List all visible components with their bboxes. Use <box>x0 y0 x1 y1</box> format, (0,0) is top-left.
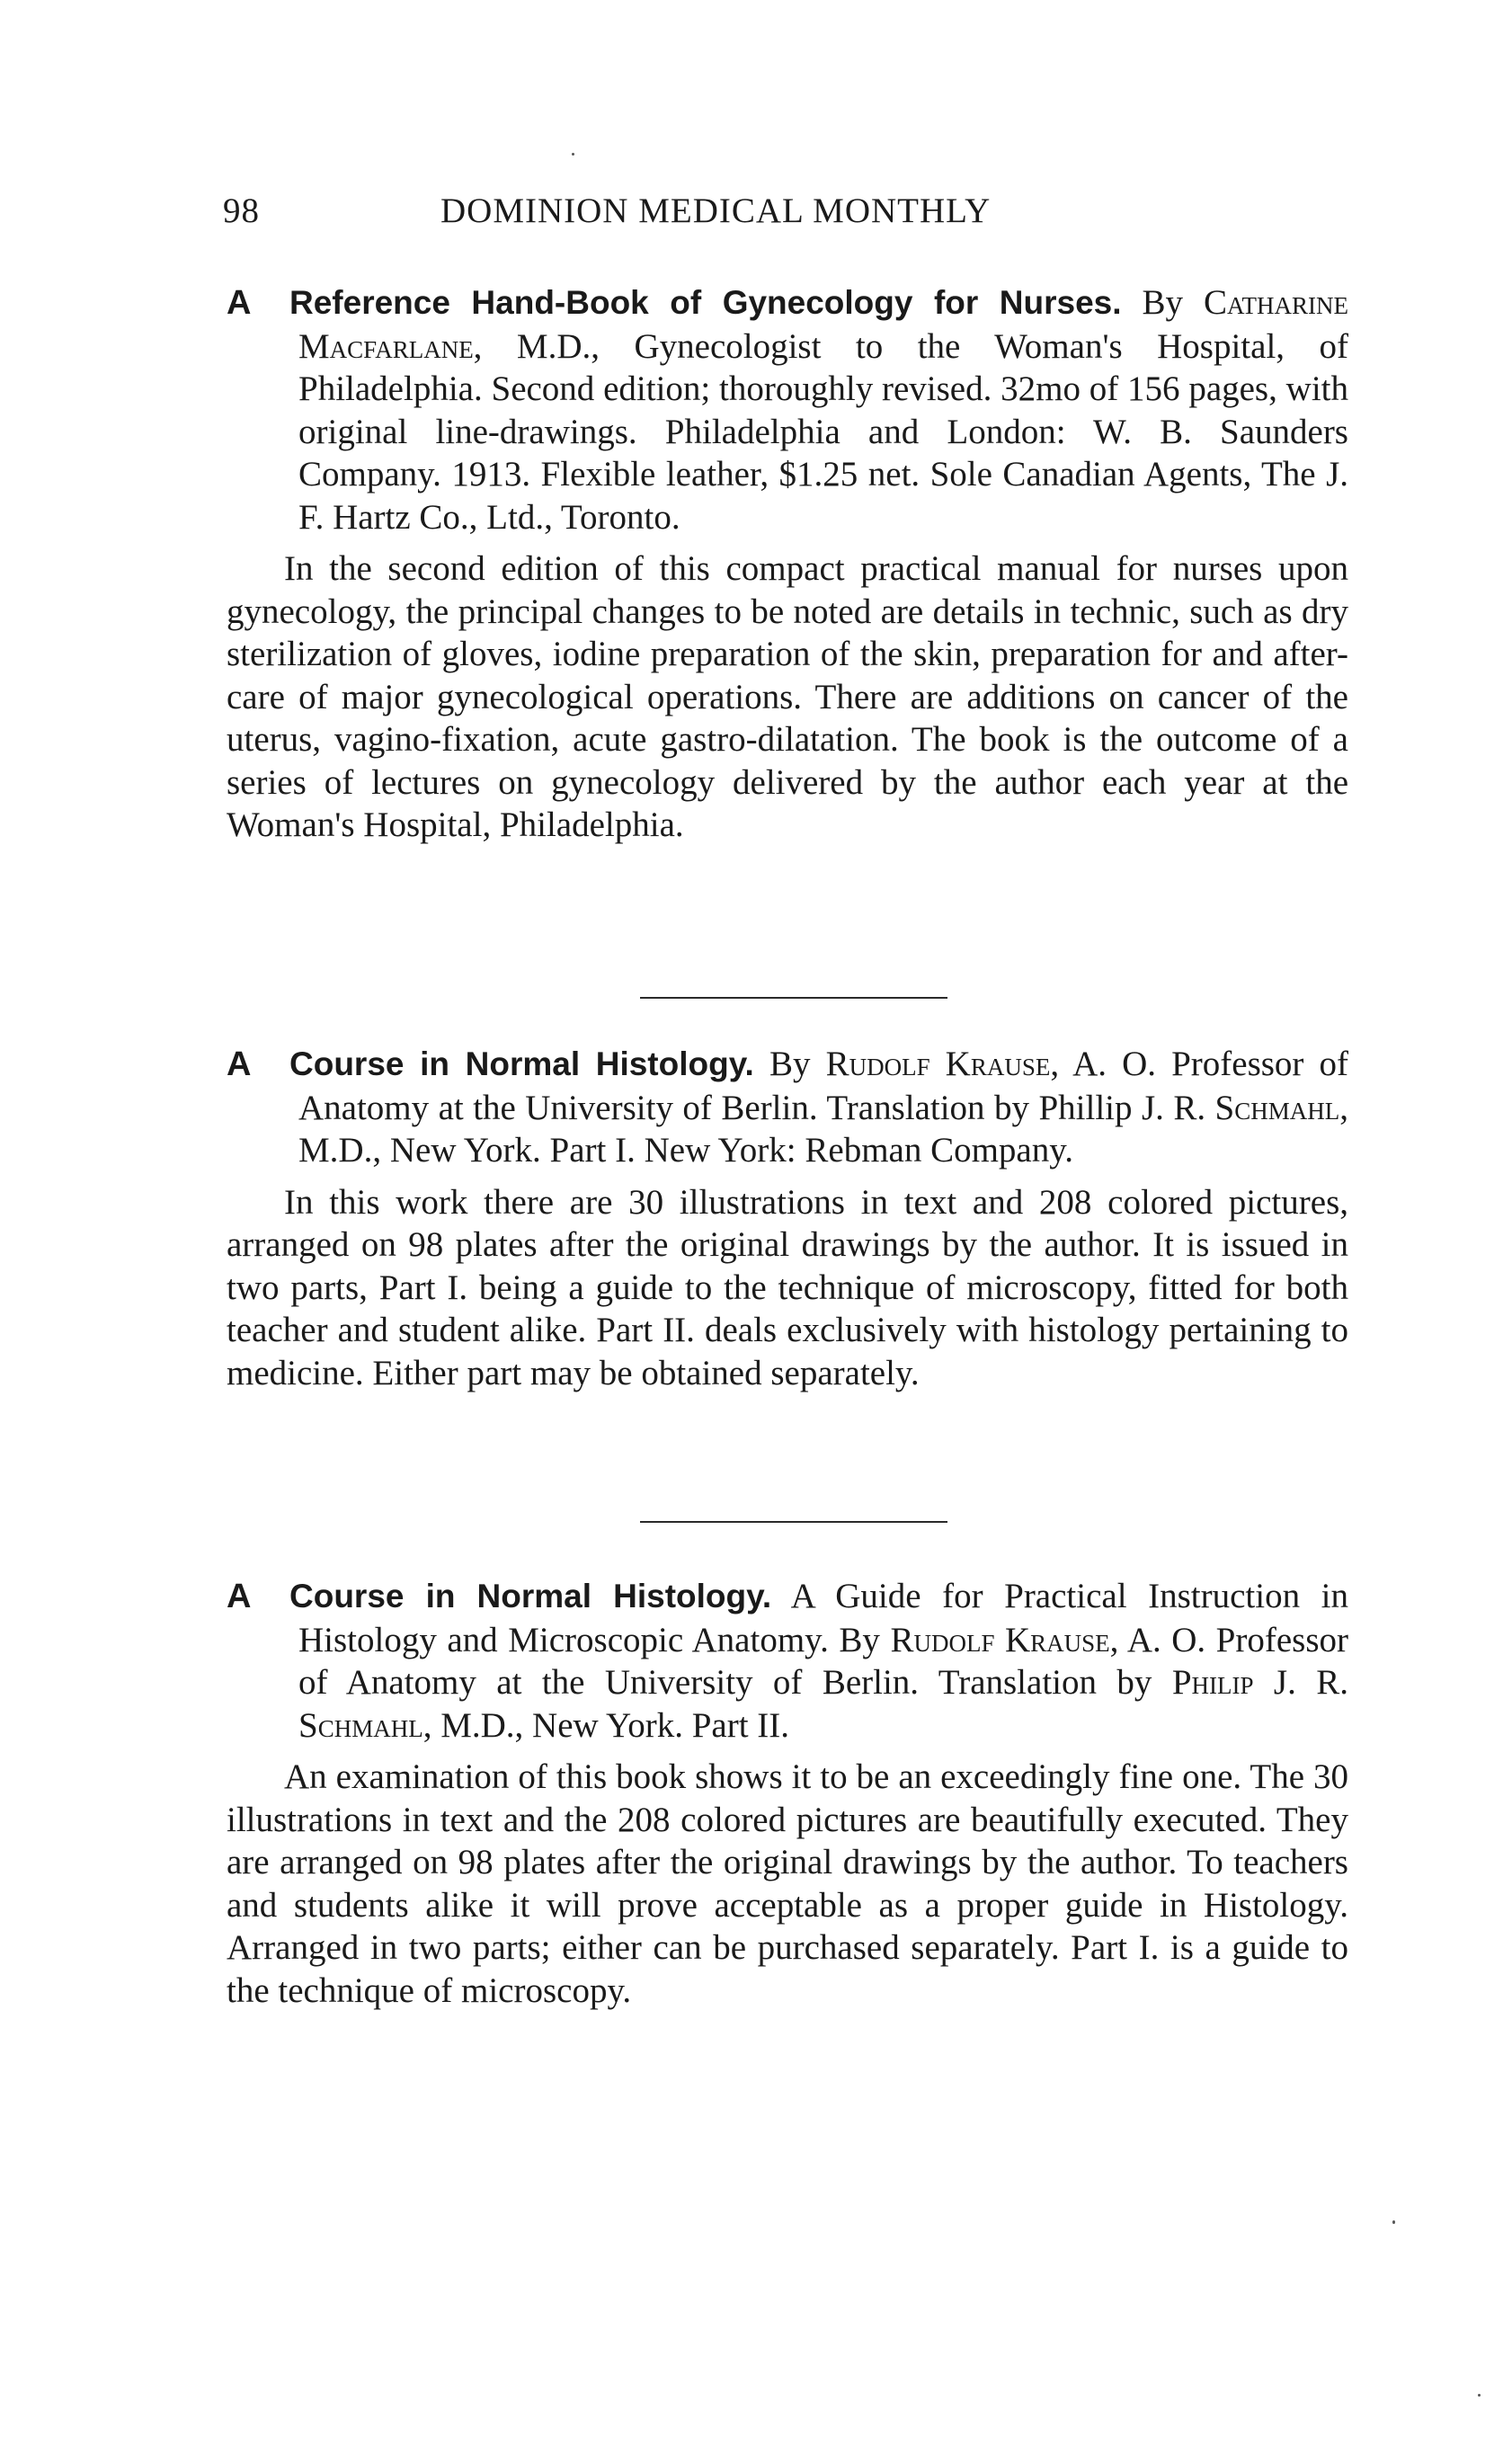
review-text-3 <box>227 1756 1348 2012</box>
author-name: Rudolf Krause, <box>825 1045 1060 1083</box>
citation-details-end: M.D., New York. Part II. <box>440 1705 790 1745</box>
citation-details: A. O. Professor of Anatomy at the University of Berlin. Translation by Phillip J. R. <box>298 1045 1348 1127</box>
translator-name: Philip J. R. Schmahl, <box>298 1663 1348 1745</box>
review-paragraph: An examination of this book shows it to be an exceedingly fine one. The 30 illustrations in text and the 208 colored pictures are beautifully executed. They are arranged on 98 plates after the original drawings by the author. To teachers and students alike it will prove acceptable as a proper guide in Histology. Arranged in two parts; either can be purchased separately. Part I. is a guide to the technique of microscopy. <box>227 1757 1348 2010</box>
section-divider <box>640 997 947 999</box>
journal-title: DOMINION MEDICAL MONTHLY <box>440 191 992 230</box>
book-title: Reference Hand-Book of Gynecology for Nurses. <box>289 284 1122 321</box>
scan-speck <box>572 153 574 156</box>
book-title: Course in Normal Histology. <box>289 1578 772 1614</box>
citation-2 <box>227 1043 1348 1172</box>
scan-speck <box>1392 2220 1395 2224</box>
book-title: Course in Normal Histology. <box>289 1045 754 1082</box>
citation-details: M.D., Gynecologist to the Woman's Hospital, of Philadelphia. Second edition; thoroughly revised. 32mo of 156 pages, with original line-drawings. Philadelphia and London: W. B. Saunders Company. 1913. Flexible leather, $1.25 net. Sole Canadian Agents, The J. F. Hartz Co., Ltd., Toronto. <box>298 326 1348 537</box>
page-number: 98 <box>223 191 260 230</box>
review-text-1 <box>227 547 1348 847</box>
review-entry-1 <box>227 281 1348 847</box>
citation-by: By <box>1142 283 1184 322</box>
running-head <box>223 191 1270 245</box>
citation-details-end: M.D., New York. Part I. New York: Rebman Company. <box>298 1131 1073 1170</box>
translator-name: Schmahl, <box>1214 1088 1348 1127</box>
citation-article: A <box>227 284 252 322</box>
author-name: Catharine Macfarlane, <box>298 283 1349 366</box>
review-paragraph: In this work there are 30 illustrations in text and 208 colored pictures, arranged on 98 plates after the original drawings by the author. It is issued in two parts, Part I. being a guide to the technique of microscopy, fitted for both teacher and student alike. Part II. deals exclusively with histology pertaining to medicine. Either part may be obtained separately. <box>227 1182 1348 1392</box>
review-text-2 <box>227 1181 1348 1395</box>
citation-details: A. O. Professor of Anatomy at the University of Berlin. Translation by <box>298 1620 1349 1702</box>
scan-speck <box>1478 2394 1481 2397</box>
review-paragraph: In the second edition of this compact practical manual for nurses upon gynecology, the principal changes to be noted are details in technic, such as dry sterilization of gloves, iodine preparation of the skin, preparation for and after-care of major gynecological operations. There are additions on cancer of the uterus, vagino-fixation, acute gastro-dilatation. The book is the outcome of a series of lectures on gynecology delivered by the author each year at the Woman's Hospital, Philadelphia. <box>227 549 1348 844</box>
citation-subtitle: A Guide for Practical Instruction in Histology and Microscopic Anatomy. By <box>298 1577 1348 1659</box>
citation-by: By <box>769 1045 811 1083</box>
citation-article: A <box>227 1045 252 1083</box>
review-entry-3 <box>227 1575 1348 2012</box>
citation-3 <box>227 1575 1348 1747</box>
citation-1 <box>227 281 1348 538</box>
section-divider <box>640 1521 947 1523</box>
author-name: Rudolf Krause, <box>890 1620 1119 1659</box>
citation-article: A <box>227 1578 252 1615</box>
review-entry-2 <box>227 1043 1348 1394</box>
